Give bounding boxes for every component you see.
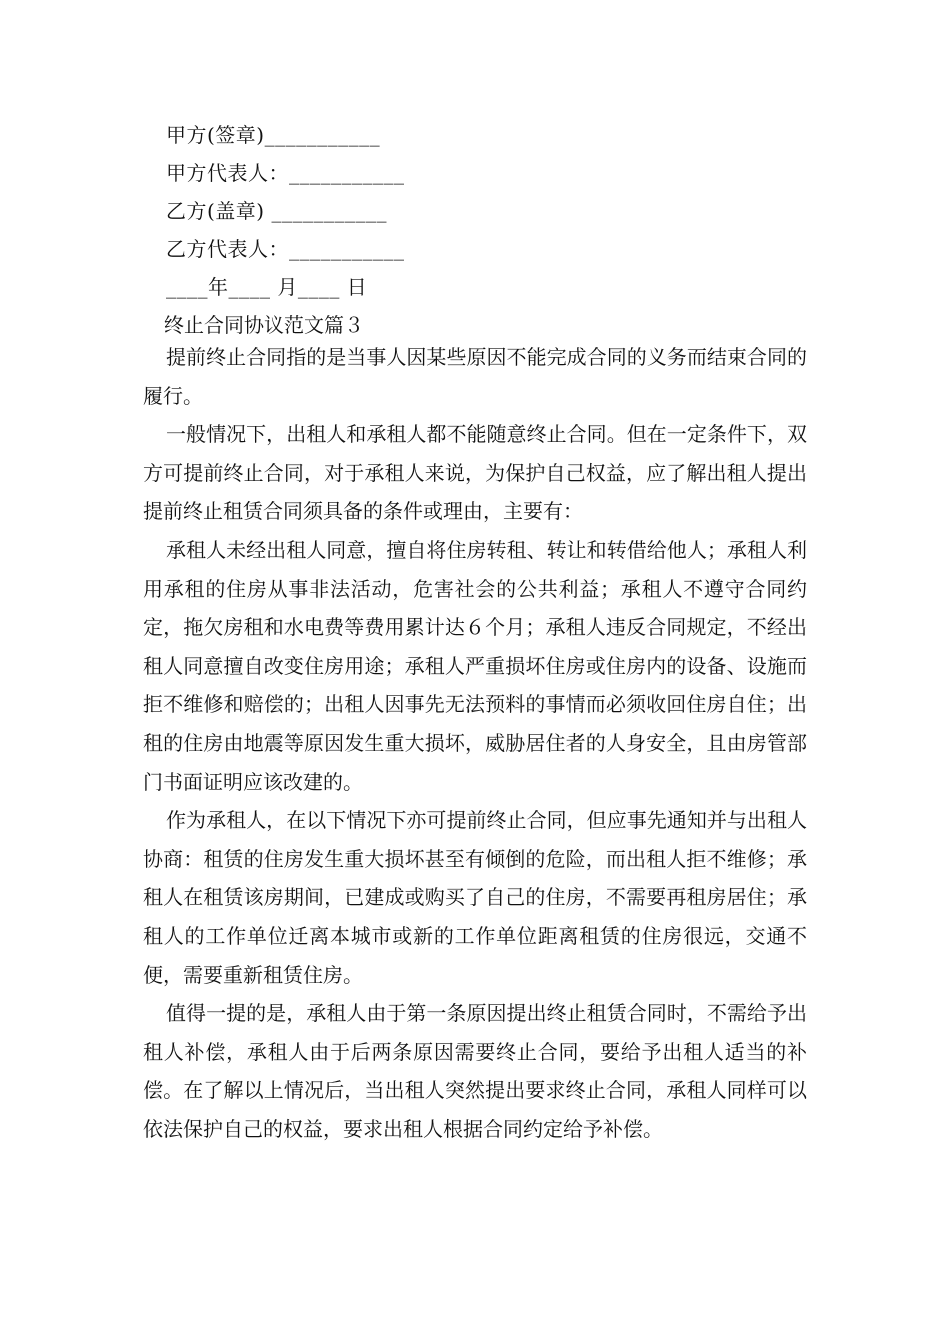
party-a-seal-line: 甲方(签章)___________ bbox=[166, 123, 381, 147]
paragraph: 值得一提的是，承租人由于第一条原因提出终止租赁合同时，不需给予出租人补偿，承租人由于后两条原因需要终止合同，要给予出租人适当的补偿。在了解以上情况后，当出租人突然提出要求终止合同，承租人同样可以依法保护自己的权益，要求出租人根据合同约定给予补偿。 bbox=[143, 1001, 807, 1141]
paragraph: 作为承租人，在以下情况下亦可提前终止合同，但应事先通知并与出租人协商：租赁的住房发生重大损坏甚至有倾倒的危险，而出租人拒不维修；承租人在租赁该房期间，已建成或购买了自己的住房，不需要再租房居住；承租人的工作单位迁离本城市或新的工作单位距离租赁的住房很远，交通不便，需要重新租赁住房。 bbox=[143, 808, 807, 987]
section-title: 终止合同协议范文篇３ bbox=[164, 313, 364, 337]
paragraph: 一般情况下，出租人和承租人都不能随意终止合同。但在一定条件下，双方可提前终止合同，对于承租人来说，为保护自己权益，应了解出租人提出提前终止租赁合同须具备的条件或理由，主要有： bbox=[143, 422, 807, 524]
body-text bbox=[143, 338, 807, 1148]
paragraph: 提前终止合同指的是当事人因某些原因不能完成合同的义务而结束合同的履行。 bbox=[143, 345, 807, 408]
date-line: ____年____ 月____ 日 bbox=[166, 275, 368, 299]
party-a-representative-line: 甲方代表人：___________ bbox=[166, 161, 405, 185]
paragraph: 承租人未经出租人同意，擅自将住房转租、转让和转借给他人；承租人利用承租的住房从事非法活动，危害社会的公共利益；承租人不遵守合同约定，拖欠房租和水电费等费用累计达６个月；承租人违反合同规定，不经出租人同意擅自改变住房用途；承租人严重损坏住房或住房内的设备、设施而拒不维修和赔偿的；出租人因事先无法预料的事情而必须收回住房自住；出租的住房由地震等原因发生重大损坏，威胁居住者的人身安全，且由房管部门书面证明应该改建的。 bbox=[143, 537, 807, 794]
party-b-seal-line: 乙方(盖章) ___________ bbox=[166, 199, 387, 223]
party-b-representative-line: 乙方代表人：___________ bbox=[166, 237, 405, 261]
